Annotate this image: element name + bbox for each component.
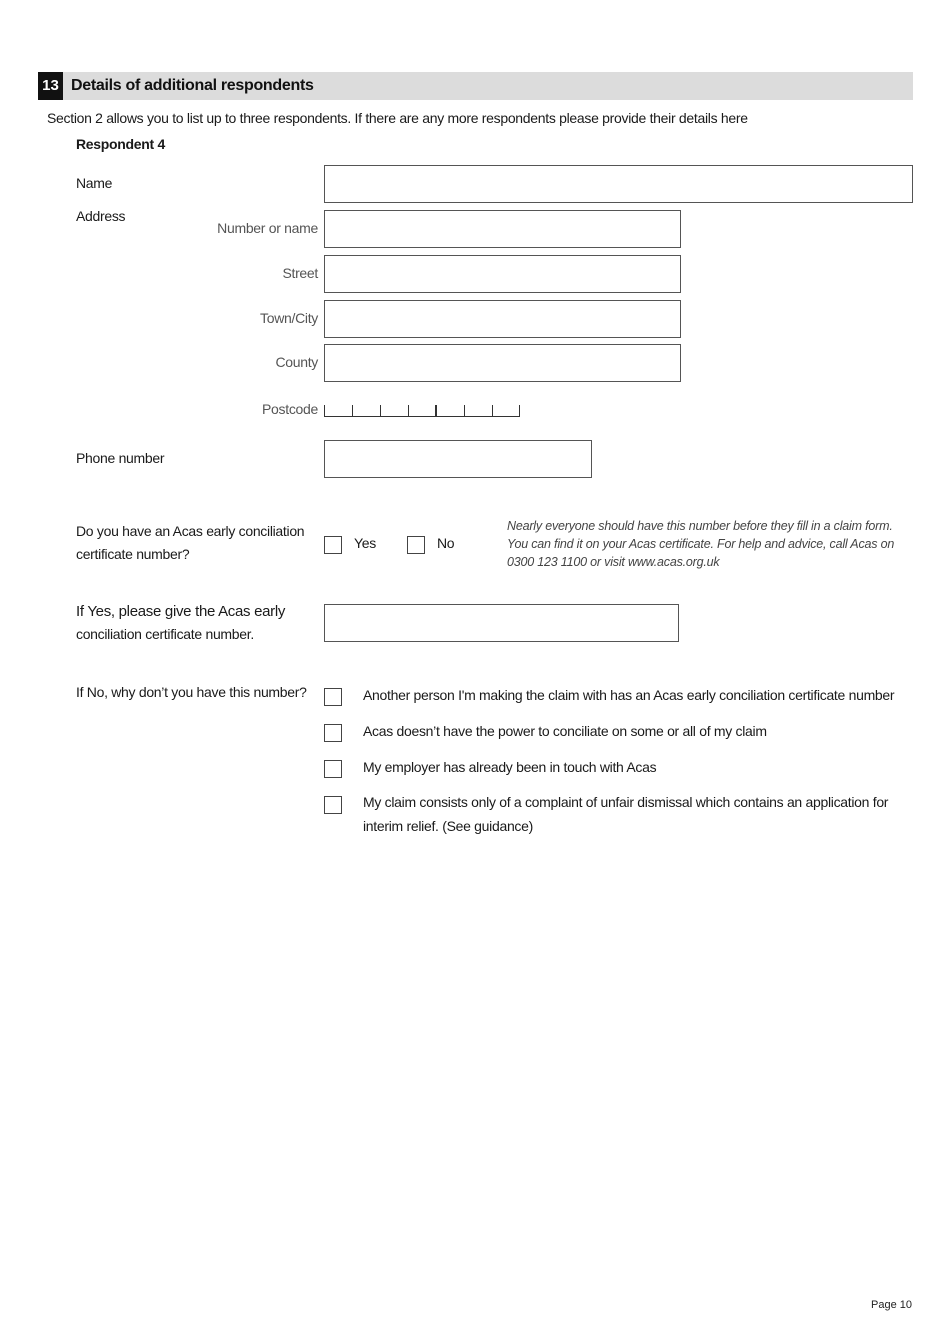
county-label: County [275,354,318,370]
address-label: Address [76,208,126,224]
number-or-name-input[interactable] [324,210,681,248]
acas-note [507,517,917,571]
reason-checkbox-4[interactable] [324,796,342,814]
reason-label-4-line2: interim relief. (See guidance) [363,818,533,834]
acas-question-line2: certificate number? [76,546,190,562]
if-yes-line2: conciliation certificate number. [76,626,254,642]
reason-checkbox-1[interactable] [324,688,342,706]
acas-note-line1: Nearly everyone should have this number before they fill in a claim form. [507,519,893,533]
number-or-name-label: Number or name [217,220,318,236]
acas-yes-label: Yes [354,535,376,551]
acas-no-checkbox[interactable] [407,536,425,554]
postcode-input[interactable] [324,403,522,417]
if-no-label: If No, why don’t you have this number? [76,684,307,700]
reason-label-2: Acas doesn’t have the power to conciliate on some or all of my claim [363,723,767,739]
section-title: Details of additional respondents [71,77,314,94]
section-intro: Section 2 allows you to list up to three respondents. If there are any more respondents please provide their details here [47,110,748,126]
town-city-input[interactable] [324,300,681,338]
street-input[interactable] [324,255,681,293]
postcode-label: Postcode [262,401,318,417]
street-label: Street [282,265,318,281]
respondent-heading: Respondent 4 [76,136,165,152]
name-input[interactable] [324,165,913,203]
reason-label-1: Another person I'm making the claim with has an Acas early conciliation certificate number [363,687,895,703]
phone-label: Phone number [76,450,165,466]
certificate-number-input[interactable] [324,604,679,642]
if-yes-line1: If Yes, please give the Acas early [76,603,286,620]
name-label: Name [76,175,113,191]
acas-note-line2: You can find it on your Acas certificate. For help and advice, call Acas on [507,537,895,551]
phone-input[interactable] [324,440,592,478]
page-number: Page 10 [871,1299,912,1311]
acas-no-label: No [437,535,455,551]
section-number: 13 [38,72,63,100]
county-input[interactable] [324,344,681,382]
reason-checkbox-2[interactable] [324,724,342,742]
reason-checkbox-3[interactable] [324,760,342,778]
acas-note-line3: 0300 123 1100 or visit www.acas.org.uk [507,555,720,569]
reason-label-3: My employer has already been in touch with Acas [363,759,657,775]
acas-question-line1: Do you have an Acas early conciliation [76,523,305,539]
reason-label-4: My claim consists only of a complaint of unfair dismissal which contains an application for [363,794,889,810]
town-city-label: Town/City [260,310,318,326]
acas-yes-checkbox[interactable] [324,536,342,554]
